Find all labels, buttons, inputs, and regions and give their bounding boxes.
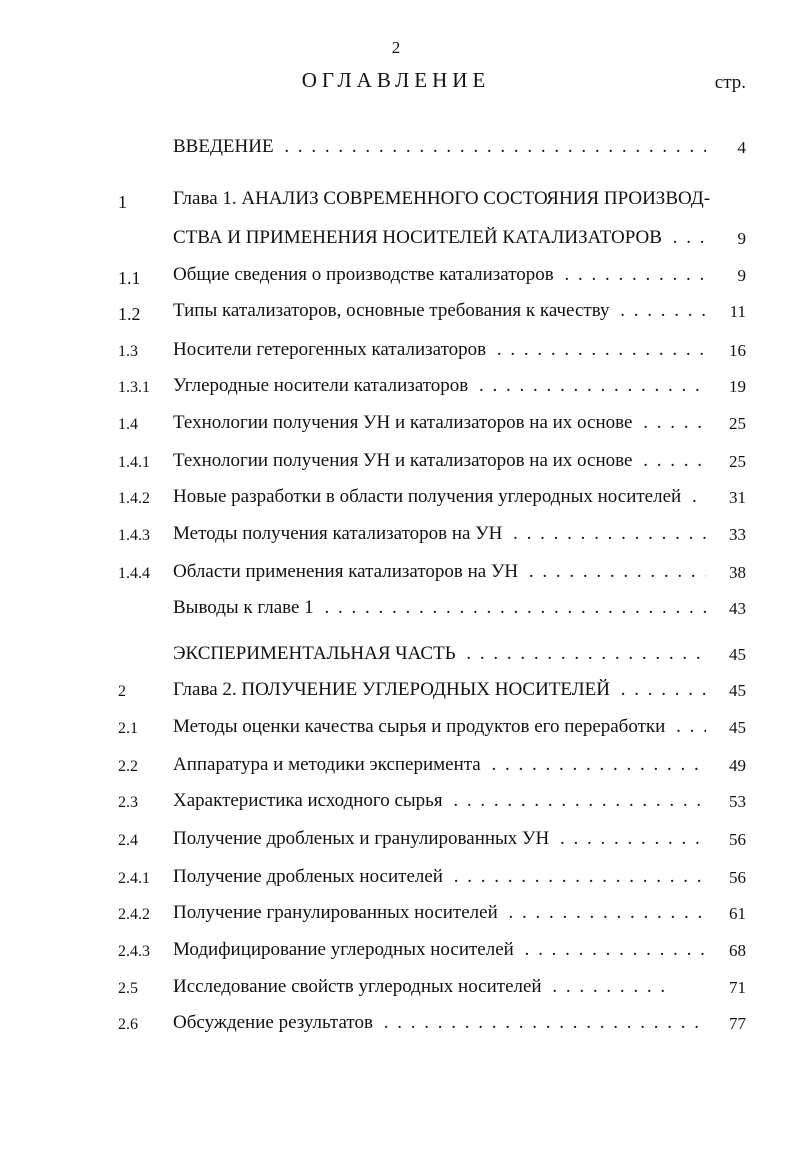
toc-entry-2-3 <box>0 790 792 820</box>
toc-entry-page: 61 <box>729 904 746 923</box>
toc-entry-number: 2.1 <box>118 720 138 737</box>
toc-entry-text: Области применения катализаторов на УН . . . <box>173 561 706 583</box>
toc-entry-2-4-2 <box>0 902 792 932</box>
toc-entry-text: Носители гетерогенных катализаторов . . . <box>173 339 706 361</box>
toc-entry-text: ВВЕДЕНИЕ . . . <box>173 136 706 158</box>
toc-entry-page: 68 <box>729 941 746 960</box>
page-column-label: стр. <box>714 72 746 93</box>
toc-entry-page: 16 <box>729 341 746 360</box>
toc-entry-number: 2.4.3 <box>118 943 150 960</box>
toc-entry-text: Глава 1. АНАЛИЗ СОВРЕМЕННОГО СОСТОЯНИЯ ПРОИЗВОД- <box>173 188 714 210</box>
toc-entry-page: 31 <box>729 488 746 507</box>
toc-entry-number: 2.3 <box>118 794 138 811</box>
toc-entry-page: 45 <box>729 718 746 737</box>
toc-entry-2-4 <box>0 828 792 858</box>
toc-entry-number: 1.4.2 <box>118 490 150 507</box>
toc-entry-chapter-2 <box>0 679 792 709</box>
toc-entry-number: 2.4 <box>118 832 138 849</box>
toc-entry-2-4-1 <box>0 866 792 896</box>
toc-entry-page: 33 <box>729 525 746 544</box>
toc-entry-1-4 <box>0 412 792 442</box>
toc-entry-number: 2 <box>118 683 126 700</box>
toc-entry-text: Глава 2. ПОЛУЧЕНИЕ УГЛЕРОДНЫХ НОСИТЕЛЕЙ . . . <box>173 679 706 701</box>
toc-entry-1-2 <box>0 300 792 330</box>
toc-entry-page: 77 <box>729 1014 746 1033</box>
toc-entry-number: 1.2 <box>118 304 141 324</box>
toc-entry-text: Типы катализаторов, основные требования к качеству . . . <box>173 300 706 322</box>
toc-entry-number: 1.3 <box>118 343 138 360</box>
toc-entry-page: 45 <box>729 681 746 700</box>
toc-entry-number: 1.4.3 <box>118 527 150 544</box>
toc-entry-1-3 <box>0 339 792 369</box>
toc-entry-number: 2.2 <box>118 758 138 775</box>
toc-entry-chapter-1 <box>0 188 792 218</box>
toc-entry-1-1 <box>0 264 792 294</box>
toc-entry-text: Характеристика исходного сырья . . . <box>173 790 706 812</box>
toc-entry-page: 56 <box>729 830 746 849</box>
toc-entry-page: 4 <box>737 138 746 157</box>
toc-entry-page: 49 <box>729 756 746 775</box>
toc-entry-text: Аппаратура и методики эксперимента . . . <box>173 754 706 776</box>
toc-entry-1-4-1 <box>0 450 792 480</box>
toc-entry-page: 71 <box>729 978 746 997</box>
toc-entry-page: 43 <box>729 599 746 618</box>
toc-entry-page: 56 <box>729 868 746 887</box>
toc-entry-text: ЭКСПЕРИМЕНТАЛЬНАЯ ЧАСТЬ . . . <box>173 643 706 665</box>
toc-entry-page: 9 <box>737 266 746 285</box>
toc-entry-number: 1 <box>118 192 127 212</box>
toc-entry-page: 25 <box>729 452 746 471</box>
toc-entry-number: 2.4.2 <box>118 906 150 923</box>
toc-entry-2-2 <box>0 754 792 784</box>
toc-entry-text: Углеродные носители катализаторов . . . <box>173 375 706 397</box>
toc-entry-number: 1.4.1 <box>118 454 150 471</box>
toc-entry-number: 1.1 <box>118 268 141 288</box>
toc-entry-page: 11 <box>729 302 746 321</box>
toc-entry-text: Обсуждение результатов . . . <box>173 1012 706 1034</box>
toc-entry-text: Новые разработки в области получения углеродных носителей . . . <box>173 486 706 508</box>
toc-entry-text: Методы получения катализаторов на УН . . . <box>173 523 706 545</box>
toc-entry-1-4-3 <box>0 523 792 553</box>
toc-entry-1-4-2 <box>0 486 792 516</box>
toc-entry-number: 2.5 <box>118 980 138 997</box>
toc-entry-1-3-1 <box>0 375 792 405</box>
toc-entry-chapter-1-cont <box>0 227 792 257</box>
toc-entry-page: 9 <box>737 229 746 248</box>
toc-entry-page: 53 <box>729 792 746 811</box>
toc-entry-text: Получение гранулированных носителей . . . <box>173 902 706 924</box>
toc-entry-chapter-1-conclusions <box>0 597 792 627</box>
toc-entry-text: Технологии получения УН и катализаторов на их основе . . . <box>173 450 706 472</box>
toc-entry-number: 1.3.1 <box>118 379 150 396</box>
toc-entry-2-4-3 <box>0 939 792 969</box>
toc-entry-text: Получение дробленых и гранулированных УН . . . <box>173 828 706 850</box>
toc-entry-text: Получение дробленых носителей . . . <box>173 866 706 888</box>
toc-entry-2-1 <box>0 716 792 746</box>
toc-entry-text: Модифицирование углеродных носителей . . . <box>173 939 706 961</box>
toc-entry-2-5 <box>0 976 792 1006</box>
toc-entry-page: 25 <box>729 414 746 433</box>
toc-entry-text: Методы оценки качества сырья и продуктов его переработки . . . <box>173 716 706 738</box>
toc-entry-page: 45 <box>729 645 746 664</box>
toc-entry-page: 19 <box>729 377 746 396</box>
toc-entry-1-4-4 <box>0 561 792 591</box>
toc-entry-text: Исследование свойств углеродных носителей . . . <box>173 976 672 998</box>
toc-title: ОГЛАВЛЕНИЕ <box>301 68 491 92</box>
toc-entry-text: Выводы к главе 1 . . . <box>173 597 706 619</box>
toc-entry-text: Общие сведения о производстве катализаторов . . . <box>173 264 706 286</box>
toc-entry-text: СТВА И ПРИМЕНЕНИЯ НОСИТЕЛЕЙ КАТАЛИЗАТОРОВ . . . <box>173 227 706 249</box>
toc-entry-number: 2.6 <box>118 1016 138 1033</box>
toc-entry-number: 1.4 <box>118 416 138 433</box>
toc-entry-page: 38 <box>729 563 746 582</box>
toc-entry-experimental-part <box>0 643 792 673</box>
page-number: 2 <box>391 38 401 57</box>
toc-entry-introduction <box>0 136 792 166</box>
toc-entry-number: 1.4.4 <box>118 565 150 582</box>
toc-entry-text: Технологии получения УН и катализаторов на их основе . . . <box>173 412 706 434</box>
toc-entry-number: 2.4.1 <box>118 870 150 887</box>
toc-entry-2-6 <box>0 1012 792 1042</box>
